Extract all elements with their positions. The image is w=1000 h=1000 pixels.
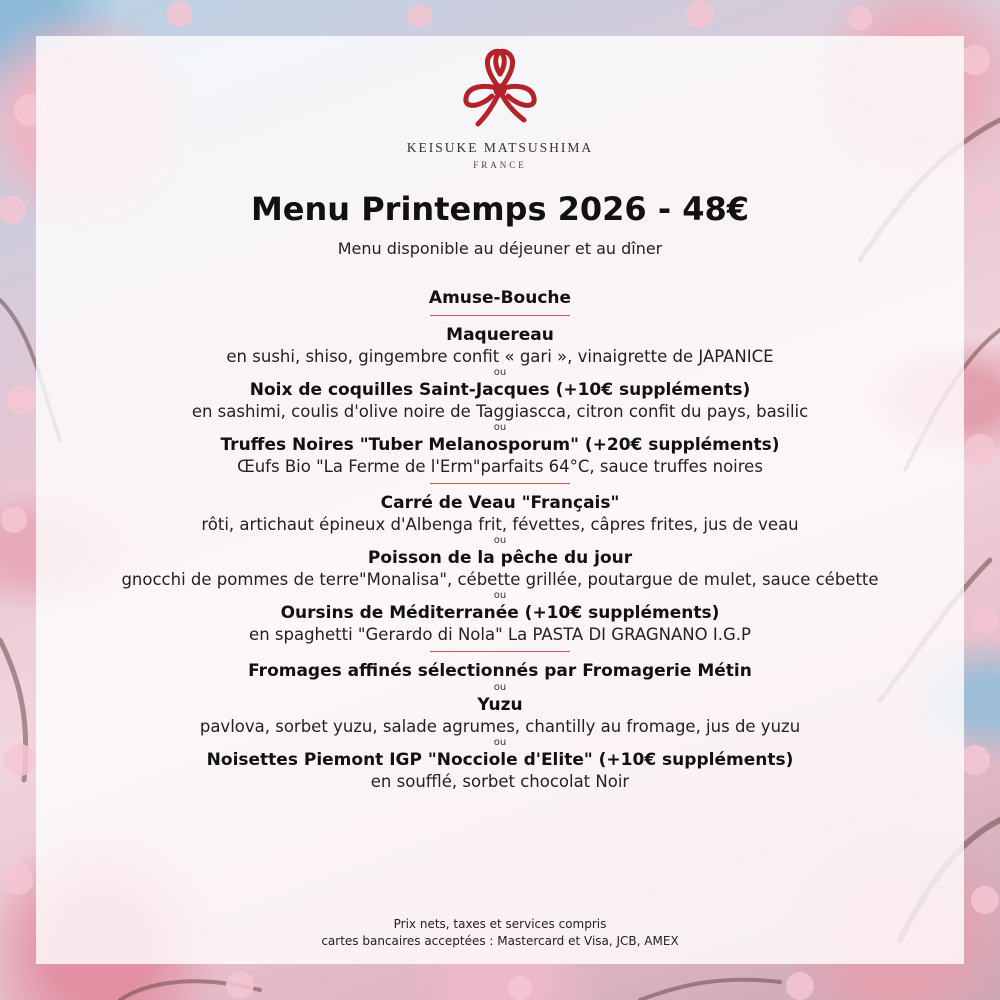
main-title: Oursins de Méditerranée (+10€ suppléments)	[280, 603, 720, 623]
main-desc: en spaghetti "Gerardo di Nola" La PASTA DI GRAGNANO I.G.P	[249, 625, 751, 644]
ribbon-flower-logo-icon	[450, 44, 550, 136]
main-title: Carré de Veau "Français"	[380, 493, 620, 513]
or-separator: ou	[493, 737, 507, 748]
menu-subtitle: Menu disponible au déjeuner et au dîner	[337, 239, 663, 258]
dessert-title: Yuzu	[477, 695, 523, 715]
or-separator: ou	[493, 590, 507, 601]
brand-name: KEISUKE MATSUSHIMA	[406, 140, 594, 155]
main-desc: gnocchi de pommes de terre"Monalisa", cébette grillée, poutargue de mulet, sauce cébette	[121, 570, 879, 589]
menu-footer	[36, 916, 964, 950]
mains-section	[36, 492, 964, 645]
starters-section	[36, 324, 964, 477]
menu-card	[36, 36, 964, 964]
starter-title: Truffes Noires "Tuber Melanosporum" (+20€ suppléments)	[220, 435, 780, 455]
or-separator: ou	[493, 682, 507, 693]
menu-title: Menu Printemps 2026 - 48€	[250, 190, 750, 228]
dessert-desc: en soufflé, sorbet chocolat Noir	[370, 772, 630, 791]
main-desc: rôti, artichaut épineux d'Albenga frit, févettes, câpres frites, jus de veau	[201, 515, 799, 534]
section-divider	[430, 651, 570, 652]
or-separator: ou	[493, 535, 507, 546]
dessert-title: Fromages affinés sélectionnés par Fromagerie Métin	[248, 661, 752, 681]
or-separator: ou	[493, 422, 507, 433]
starter-desc: en sashimi, coulis d'olive noire de Taggiascca, citron confit du pays, basilic	[191, 402, 809, 421]
section-divider	[430, 315, 570, 316]
desserts-section	[36, 660, 964, 792]
footer-prices-note: Prix nets, taxes et services compris	[393, 917, 607, 931]
dessert-title: Noisettes Piemont IGP "Nocciole d'Elite" (+10€ suppléments)	[206, 750, 794, 770]
starter-desc: en sushi, shiso, gingembre confit « gari », vinaigrette de JAPANICE	[226, 347, 774, 366]
starter-title: Maquereau	[446, 325, 554, 345]
brand-logo	[36, 44, 964, 170]
amuse-bouche-heading: Amuse-Bouche	[428, 288, 572, 308]
footer-payment-note: cartes bancaires acceptées : Mastercard et Visa, JCB, AMEX	[321, 934, 679, 948]
brand-country: FRANCE	[473, 160, 527, 170]
menu-content	[36, 191, 964, 792]
or-separator: ou	[493, 367, 507, 378]
main-title: Poisson de la pêche du jour	[367, 548, 633, 568]
dessert-desc: pavlova, sorbet yuzu, salade agrumes, chantilly au fromage, jus de yuzu	[199, 717, 801, 736]
starter-title: Noix de coquilles Saint-Jacques (+10€ suppléments)	[249, 380, 751, 400]
section-divider	[430, 483, 570, 484]
starter-desc: Œufs Bio "La Ferme de l'Erm"parfaits 64°C, sauce truffes noires	[237, 457, 763, 476]
